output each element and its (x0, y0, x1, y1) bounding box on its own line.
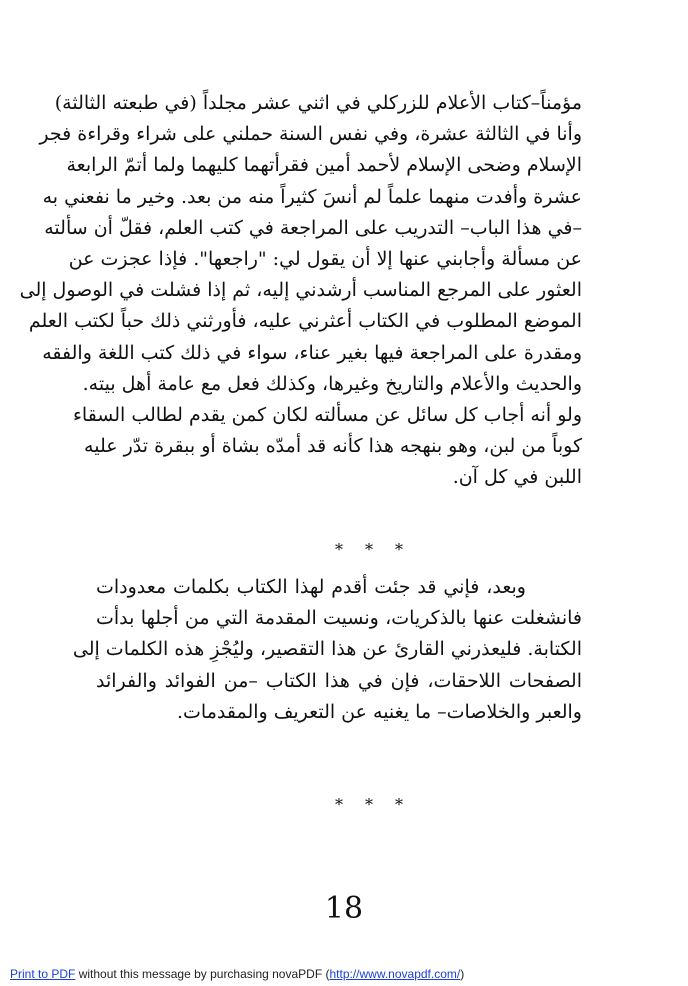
asterisk: * (365, 795, 373, 814)
section-separator (0, 540, 688, 559)
text-line: الصفحات اللاحقات، فإن في هذا الكتاب –من الفوائد والفرائد (96, 669, 582, 692)
text-line: عشرة وأفدت منهما علماً لم أنسَ كثيراً منه من بعد. وخير ما نفعني به (42, 185, 582, 208)
text-line: مؤمناً–كتاب الأعلام للزركلي في اثني عشر مجلداً (في طبعته الثالثة) (54, 92, 582, 114)
paragraph-2 (72, 572, 582, 728)
text-line: وأنا في الثالثة عشرة، وفي نفس السنة حملني على شراء وقراءة فجر (39, 123, 582, 146)
novapdf-url-link[interactable]: http://www.novapdf.com/ (329, 967, 461, 981)
text-line: –في هذا الباب– التدريب على المراجعة في كتب العلم، فقلّ أن سألته (44, 216, 582, 239)
paragraph-1 (19, 88, 582, 494)
text-line: الإسلام وضحى الإسلام لأحمد أمين فقرأتهما كليهما ولما أتمّ الرابعة (66, 154, 582, 177)
asterisk: * (335, 795, 343, 814)
text-line: وبعد، فإني قد جئت أقدم لهذا الكتاب بكلمات معدودات (96, 576, 526, 598)
text-line: ومقدرة على المراجعة فيها بغير عناء، سواء في ذلك كتب اللغة والفقه (42, 341, 582, 364)
text-line: الموضع المطلوب في الكتاب أعثرني عليه، فأورثني ذلك حباً لكتب العلم (28, 310, 582, 333)
text-line: اللبن في كل آن. (452, 466, 582, 489)
text-line: فانشغلت عنها بالذكريات، ونسيت المقدمة التي من أجلها بدأت (96, 607, 582, 630)
text-line: والعبر والخلاصات– ما يغنيه عن التعريف والمقدمات. (176, 700, 582, 723)
text-line: الكتابة. فليعذرني القارئ عن هذا التقصير، وليُجْزِ هذه الكلمات إلى (72, 638, 582, 661)
asterisk: * (395, 540, 403, 559)
asterisk: * (395, 795, 403, 814)
text-line: ولو أنه أجاب كل سائل عن مسألته لكان كمن يقدم لطالب السقاء (72, 404, 582, 427)
text-line: العثور على المرجع المناسب أرشدني إليه، ثم إذا فشلت في الوصول إلى (19, 279, 582, 302)
text-line: عن مسألة وأجابني عنها إلا أن يقول لي: "راجعها". فإذا عجزت عن (68, 248, 582, 271)
footer-text-end: ) (460, 967, 465, 981)
pdf-footer-note (10, 967, 464, 981)
footer-text: without this message by purchasing novaPDF ( (75, 967, 330, 981)
page-number: 18 (324, 891, 364, 926)
text-line: والحديث والأعلام والتاريخ وغيرها، وكذلك فعل مع عامة أهل بيته. (82, 372, 582, 395)
text-line: كوباً من لبن، وهو بنهجه هذا كأنه قد أمدّه بشاة أو ببقرة تدّر عليه (84, 435, 582, 458)
section-separator (0, 795, 688, 814)
asterisk: * (335, 540, 343, 559)
asterisk: * (365, 540, 373, 559)
print-to-pdf-link[interactable]: Print to PDF (10, 967, 76, 981)
